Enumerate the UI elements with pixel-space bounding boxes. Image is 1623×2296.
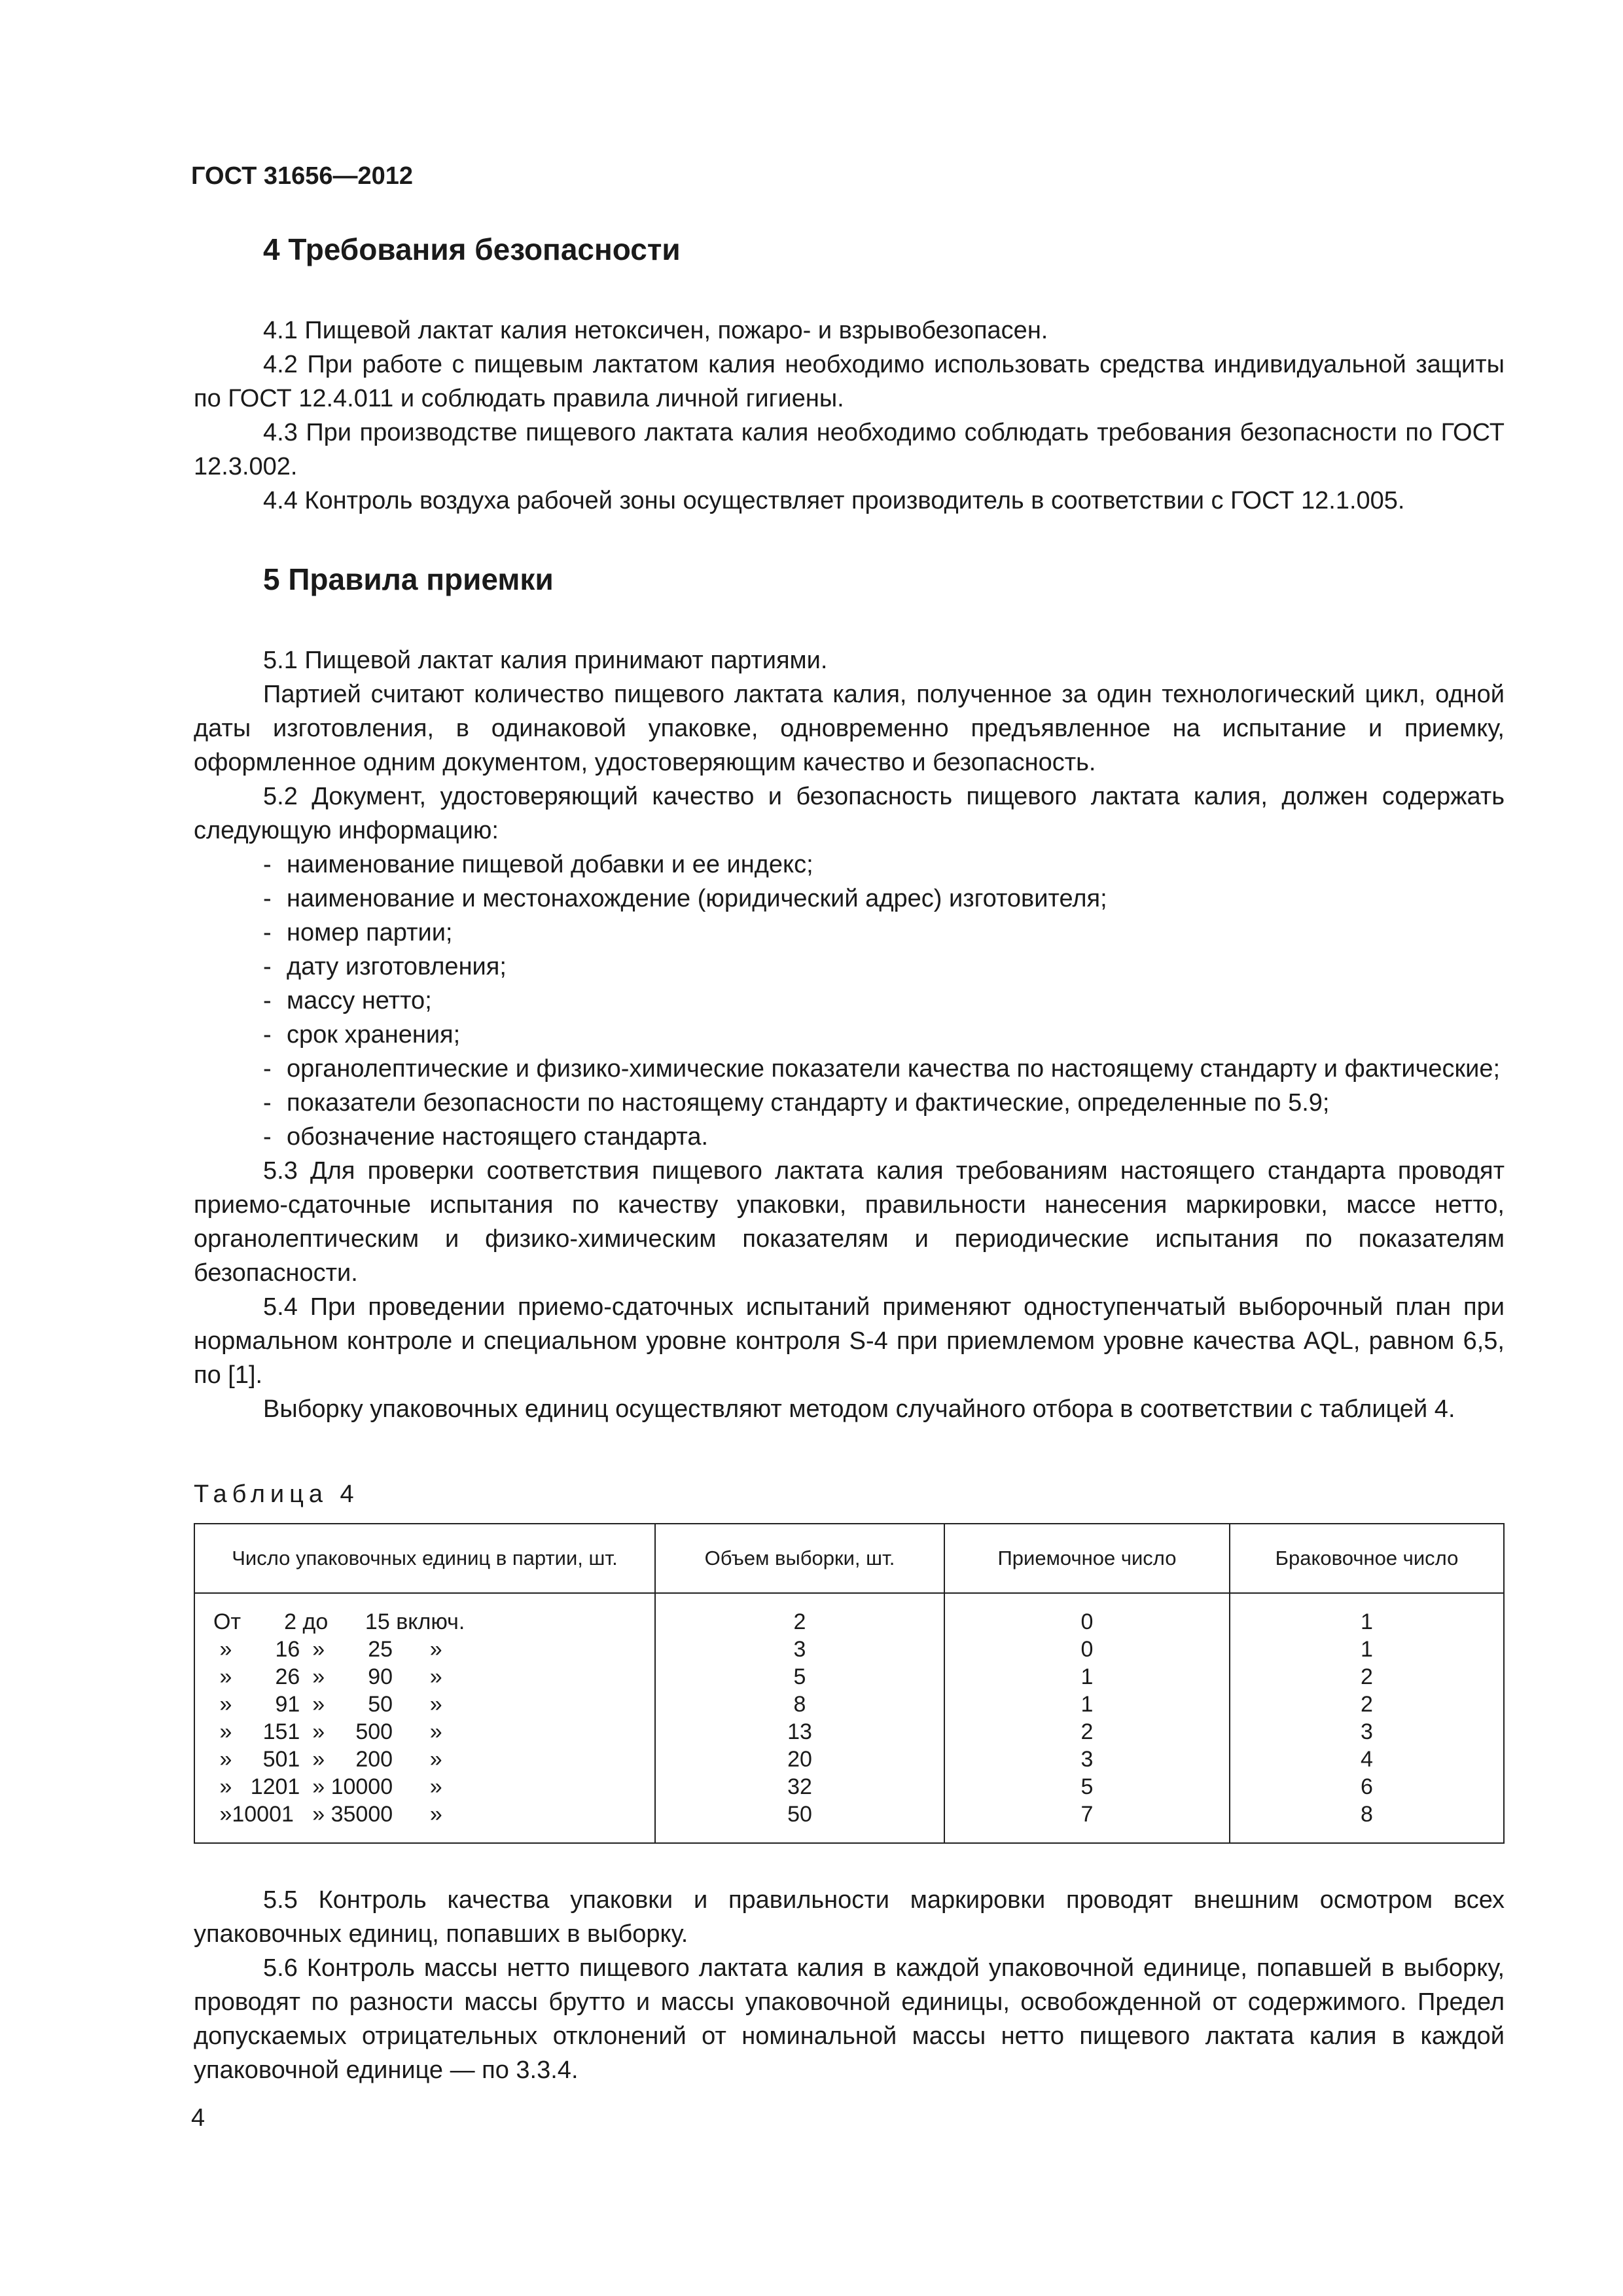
column-header-sample-size: Объем выборки, шт. — [655, 1524, 944, 1593]
list-item: - показатели безопасности по настоящему стандарту и фактические, определенные по 5.9; — [263, 1089, 1330, 1117]
rejection-number-cell: 6 — [1230, 1773, 1504, 1801]
acceptance-number-cell: 7 — [944, 1801, 1230, 1843]
column-header-acceptance-number: Приемочное число — [944, 1524, 1230, 1593]
table-row — [194, 1801, 1504, 1843]
section-4-title: 4 Требования безопасности — [263, 232, 681, 266]
paragraph-5-1: 5.1 Пищевой лактат калия принимают партиями. — [263, 647, 828, 674]
lot-size-cell: » 1201 » 10000 » — [194, 1773, 655, 1801]
acceptance-number-cell: 1 — [944, 1691, 1230, 1718]
page-content — [194, 226, 1505, 2087]
paragraph-5-6: 5.6 Контроль массы нетто пищевого лактата калия в каждой упаковочной единице, попавшей в выборку, проводят по разности массы брутто и массы упаковочной единицы, освобожденной от содержимого. Предел допускаемых отрицательных отклонений от номинальной массы нетто пищевого лактата калия в каждой упаковочной единице — по 3.3.4. — [194, 1954, 1505, 2084]
table-row — [194, 1593, 1504, 1636]
rejection-number-cell: 1 — [1230, 1593, 1504, 1636]
section-5-title: 5 Правила приемки — [263, 562, 554, 596]
paragraph-5-5: 5.5 Контроль качества упаковки и правильности маркировки проводят внешним осмотром всех упаковочных единиц, попавших в выборку. — [194, 1886, 1505, 1948]
paragraph-4-2: 4.2 При работе с пищевым лактатом калия необходимо использовать средства индивидуальной защиты по ГОСТ 12.4.011 и соблюдать правила личной гигиены. — [194, 351, 1505, 412]
acceptance-number-cell: 1 — [944, 1663, 1230, 1691]
rejection-number-cell: 2 — [1230, 1663, 1504, 1691]
sample-size-cell: 3 — [655, 1636, 944, 1663]
lot-size-cell: » 91 » 50 » — [194, 1691, 655, 1718]
acceptance-number-cell: 2 — [944, 1718, 1230, 1746]
sample-size-cell: 2 — [655, 1593, 944, 1636]
paragraph-5-2: 5.2 Документ, удостоверяющий качество и безопасность пищевого лактата калия, должен содержать следующую информацию: — [194, 783, 1505, 844]
sample-size-cell: 50 — [655, 1801, 944, 1843]
document-id: ГОСТ 31656—2012 — [191, 162, 414, 190]
paragraph-5-4-sampling: Выборку упаковочных единиц осуществляют методом случайного отбора в соответствии с таблицей 4. — [263, 1395, 1455, 1423]
sampling-table — [194, 1523, 1505, 1844]
column-header-lot-size: Число упаковочных единиц в партии, шт. — [194, 1524, 655, 1593]
paragraph-5-3: 5.3 Для проверки соответствия пищевого лактата калия требованиям настоящего стандарта проводят приемо-сдаточные испытания по качеству упаковки, правильности нанесения маркировки, массе нетто, органолептическим и физико-химическим показателям и периодические испытания по показателям безопасности. — [194, 1157, 1505, 1287]
sample-size-cell: 8 — [655, 1691, 944, 1718]
list-item: - номер партии; — [263, 919, 453, 946]
rejection-number-cell: 3 — [1230, 1718, 1504, 1746]
lot-size-cell: » 16 » 25 » — [194, 1636, 655, 1663]
acceptance-number-cell: 0 — [944, 1593, 1230, 1636]
table-row — [194, 1663, 1504, 1691]
acceptance-number-cell: 0 — [944, 1636, 1230, 1663]
list-item: - дату изготовления; — [263, 953, 507, 980]
list-item: - наименование пищевой добавки и ее индекс; — [263, 851, 813, 878]
paragraph-5-4: 5.4 При проведении приемо-сдаточных испытаний применяют одноступенчатый выборочный план при нормальном контроле и специальном уровне контроля S-4 при приемлемом уровне качества AQL, равном 6,5, по [1]. — [194, 1293, 1505, 1389]
lot-size-cell: » 26 » 90 » — [194, 1663, 655, 1691]
table-caption: Таблица 4 — [194, 1480, 359, 1508]
table-header-row — [194, 1524, 1504, 1593]
list-item: - органолептические и физико-химические показатели качества по настоящему стандарту и фактические; — [263, 1055, 1501, 1083]
column-header-rejection-number: Браковочное число — [1230, 1524, 1504, 1593]
list-item: - наименование и местонахождение (юридический адрес) изготовителя; — [263, 885, 1107, 912]
sample-size-cell: 32 — [655, 1773, 944, 1801]
rejection-number-cell: 2 — [1230, 1691, 1504, 1718]
table-row — [194, 1746, 1504, 1773]
table-row — [194, 1636, 1504, 1663]
paragraph-4-4: 4.4 Контроль воздуха рабочей зоны осуществляет производитель в соответствии с ГОСТ 12.1.005. — [263, 487, 1405, 514]
sample-size-cell: 20 — [655, 1746, 944, 1773]
acceptance-number-cell: 3 — [944, 1746, 1230, 1773]
sample-size-cell: 13 — [655, 1718, 944, 1746]
table-row — [194, 1718, 1504, 1746]
paragraph-4-1: 4.1 Пищевой лактат калия нетоксичен, пожаро- и взрывобезопасен. — [263, 317, 1048, 344]
list-item: - срок хранения; — [263, 1021, 461, 1049]
rejection-number-cell: 8 — [1230, 1801, 1504, 1843]
table-row — [194, 1773, 1504, 1801]
list-item: - обозначение настоящего стандарта. — [263, 1123, 709, 1151]
lot-size-cell: » 151 » 500 » — [194, 1718, 655, 1746]
acceptance-number-cell: 5 — [944, 1773, 1230, 1801]
list-item: - массу нетто; — [263, 987, 432, 1014]
rejection-number-cell: 4 — [1230, 1746, 1504, 1773]
table-row — [194, 1691, 1504, 1718]
paragraph-5-1-lot: Партией считают количество пищевого лактата калия, полученное за один технологический цикл, одной даты изготовления, в одинаковой упаковке, одновременно предъявленное на испытание и приемку, оформленное одним документом, удостоверяющим качество и безопасность. — [194, 681, 1505, 776]
lot-size-cell: »10001 » 35000 » — [194, 1801, 655, 1843]
lot-size-cell: От 2 до 15 включ. — [194, 1593, 655, 1636]
paragraph-4-3: 4.3 При производстве пищевого лактата калия необходимо соблюдать требования безопасности по ГОСТ 12.3.002. — [194, 419, 1505, 480]
sample-size-cell: 5 — [655, 1663, 944, 1691]
rejection-number-cell: 1 — [1230, 1636, 1504, 1663]
page-number: 4 — [191, 2104, 205, 2132]
lot-size-cell: » 501 » 200 » — [194, 1746, 655, 1773]
